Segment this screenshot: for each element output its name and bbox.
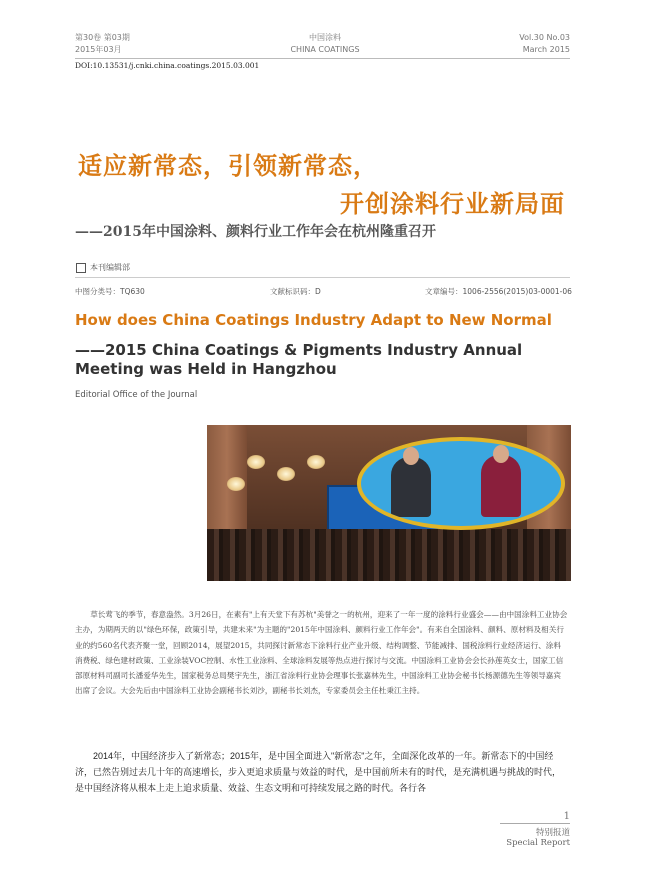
- speakers-inset: [357, 437, 565, 530]
- journal-name-en: CHINA COATINGS: [290, 45, 360, 54]
- clc-number: 中图分类号：TQ630: [75, 287, 145, 296]
- speaker-female-head: [493, 445, 509, 463]
- speaker-male: [391, 457, 431, 517]
- chandelier: [227, 477, 245, 491]
- date-en: March 2015: [522, 45, 570, 54]
- volume-issue-en: Vol.30 No.03: [519, 33, 570, 42]
- journal-name-cn: 中国涂料: [309, 33, 341, 42]
- subtitle-cn: ——2015年中国涂料、颜料行业工作年会在杭州隆重召开: [75, 224, 436, 240]
- subtitle-en: ——2015 China Coatings & Pigments Industry Annual Meeting was Held in Hangzhou: [75, 341, 523, 378]
- section-cn: 特别报道: [535, 828, 570, 838]
- document-code: 文献标识码：D: [270, 287, 321, 296]
- title-en: How does China Coatings Industry Adapt to New Normal: [75, 311, 552, 329]
- author-en: Editorial Office of the Journal: [75, 390, 198, 400]
- header-rule: [75, 58, 570, 59]
- author-box-icon: [76, 263, 86, 273]
- speaker-female: [481, 455, 521, 517]
- section-en: Special Report: [506, 838, 570, 848]
- author-cn: 本刊编辑部: [90, 263, 130, 272]
- date-cn: 2015年03月: [75, 45, 122, 54]
- title-cn-line1: 适应新常态，引领新常态，: [78, 151, 378, 180]
- chandelier: [277, 467, 295, 481]
- speaker-male-head: [403, 447, 419, 465]
- chandelier: [247, 455, 265, 469]
- page-number: 1: [563, 811, 570, 822]
- intro-paragraph: 草长莺飞的季节，春意盎然。3月26日，在素有"上有天堂下有苏杭"美誉之一的杭州，迎来了一年一度的涂料行业盛会——由中国涂料工业协会主办，为期两天的以"绿色环保，政策引导，共建未来"为主题的"2015年中国涂料、颜料行业工作年会"。有来自全国涂料、颜料、原材料及相关行业的约560名代表齐聚一堂，回顾2014，展望2015，共同探讨新常态下涂料行业产业升级、结构调整、节能减排、国税涂料行业经济运行、涂料消费税、绿色建材政策、工业涂装VOC控制、水性工业涂料、全球涂料发展等热点进行探讨与交流。中国涂料工业协会会长孙莲英女士，国家工信部原材料司副司长潘爱华先生，国家税务总局樊宇先生，浙江省涂料行业协会理事长张嘉林先生，中国涂料工业协会秘书长杨源德先生等领导嘉宾出席了会议。大会先后由中国涂料工业协会副秘书长刘沙，副秘书长刘杰，专家委员会主任杜秉江主持。: [75, 610, 568, 696]
- author-rule: [75, 277, 570, 278]
- audience: [207, 529, 571, 581]
- conference-photo: [207, 425, 571, 581]
- title-cn-line2: 开创涂料行业新局面: [340, 189, 565, 218]
- doi: DOI:10.13531/j.cnki.china.coatings.2015.03.001: [75, 61, 260, 70]
- body-paragraph: 2014年，中国经济步入了新常态；2015年，是中国全面进入"新常态"之年，全面深化改革的一年。新常态下的中国经济，已然告别过去几十年的高速增长，步入更追求质量与效益的时代，是中国前所未有的时代，是充满机遇与挑战的时代，是中国经济将从根本上走上追求质量、效益、生态文明和可持续发展之路的时代。各行各: [75, 751, 562, 793]
- volume-issue-cn: 第30卷 第03期: [75, 33, 130, 42]
- article-number: 文章编号：1006-2556(2015)03-0001-06: [425, 287, 572, 296]
- chandelier: [307, 455, 325, 469]
- footer-rule: [500, 823, 570, 824]
